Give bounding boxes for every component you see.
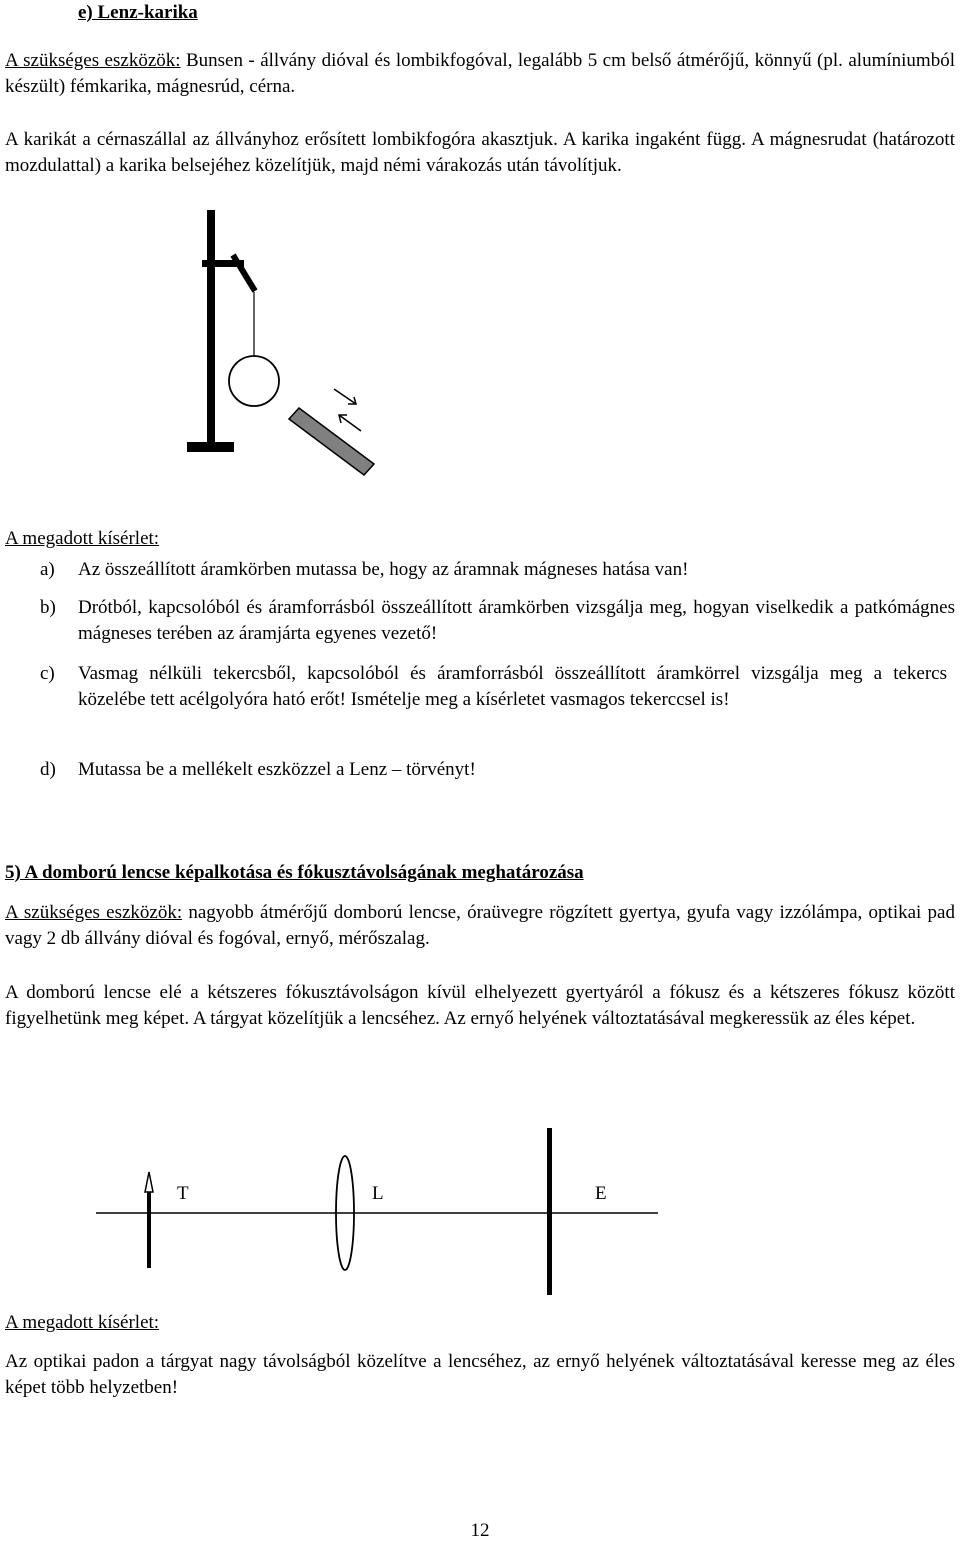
page-number: 12 <box>470 1520 490 1541</box>
equipment-text: nagyobb átmérőjű domború lencse, óraüvegre rögzített gyertya, gyufa vagy izzólámpa, optikai pad vagy 2 db állvány dióval és fogóval, ernyő, mérőszalag. <box>5 902 955 949</box>
candle-object <box>145 1172 153 1268</box>
motion-arrows-icon <box>334 389 361 431</box>
bar-magnet <box>289 408 374 475</box>
screen <box>547 1128 552 1295</box>
list-item <box>40 757 955 783</box>
equipment-label: A szükséges eszközök: <box>5 50 181 71</box>
list-marker: c) <box>40 663 55 684</box>
section-title-lenz: e) Lenz-karika <box>78 2 198 23</box>
lens-description: A domború lencse elé a kétszeres fókusztávolságon kívül elhelyezett gyertyáról a fókusz és a kétszeres fókusz között figyelhetünk meg képet. A tárgyat közelítjük a lencséhez. Az ernyő helyének változtatásával megkeressük az éles képet. <box>5 982 955 1029</box>
bunsen-stand <box>187 210 244 452</box>
experiment-label: A megadott kísérlet: <box>5 528 160 549</box>
section-title-lens: 5) A domború lencse képalkotása és fókusztávolságának meghatározása <box>5 862 584 883</box>
list-item <box>40 661 955 713</box>
list-item <box>40 557 955 583</box>
equipment-paragraph <box>5 900 955 952</box>
metal-ring <box>229 356 279 406</box>
list-item <box>40 595 955 647</box>
lens-label: L <box>372 1183 384 1204</box>
list-marker: a) <box>40 559 55 580</box>
experiment-label: A megadott kísérlet: <box>5 1312 160 1333</box>
list-text: Az összeállított áramkörben mutassa be, hogy az áramnak mágneses hatása van! <box>78 559 689 580</box>
list-marker: d) <box>40 759 56 780</box>
experiment-text: Az optikai padon a tárgyat nagy távolságból közelítve a lencséhez, az ernyő helyének változtatásával keresse meg az éles képet több helyzetben! <box>5 1351 955 1398</box>
convex-lens <box>336 1156 354 1270</box>
list-text: Vasmag nélküli tekercsből, kapcsolóból és áramforrásból összeállított áramkörrel vizsgálja meg a tekercs közelébe tett acélgolyóra ható erőt! Ismételje meg a kísérletet vasmagos tekerccsel is! <box>78 663 947 710</box>
list-text: Mutassa be a mellékelt eszközzel a Lenz – törvényt! <box>78 759 476 780</box>
equipment-text: Bunsen - állvány dióval és lombikfogóval, legalább 5 cm belső átmérőjű, könnyű (pl. alumíniumból készült) fémkarika, mágnesrúd, cérna. <box>5 50 955 97</box>
flask-clamp <box>233 255 255 291</box>
equipment-label: A szükséges eszközök: <box>5 902 183 923</box>
lenz-description: A karikát a cérnaszállal az állványhoz erősített lombikfogóra akasztjuk. A karika ingaként függ. A mágnesrudat (határozott mozdulattal) a karika belsejéhez közelítjük, majd némi várakozás után távolítjuk. <box>5 129 955 176</box>
equipment-paragraph <box>5 48 955 100</box>
list-marker: b) <box>40 597 56 618</box>
object-label: T <box>177 1183 189 1204</box>
list-text: Drótból, kapcsolóból és áramforrásból összeállított áramkörben vizsgálja meg, hogyan viselkedik a patkómágnes mágneses terében az áramjárta egyenes vezető! <box>78 597 955 644</box>
screen-label: E <box>595 1183 607 1204</box>
